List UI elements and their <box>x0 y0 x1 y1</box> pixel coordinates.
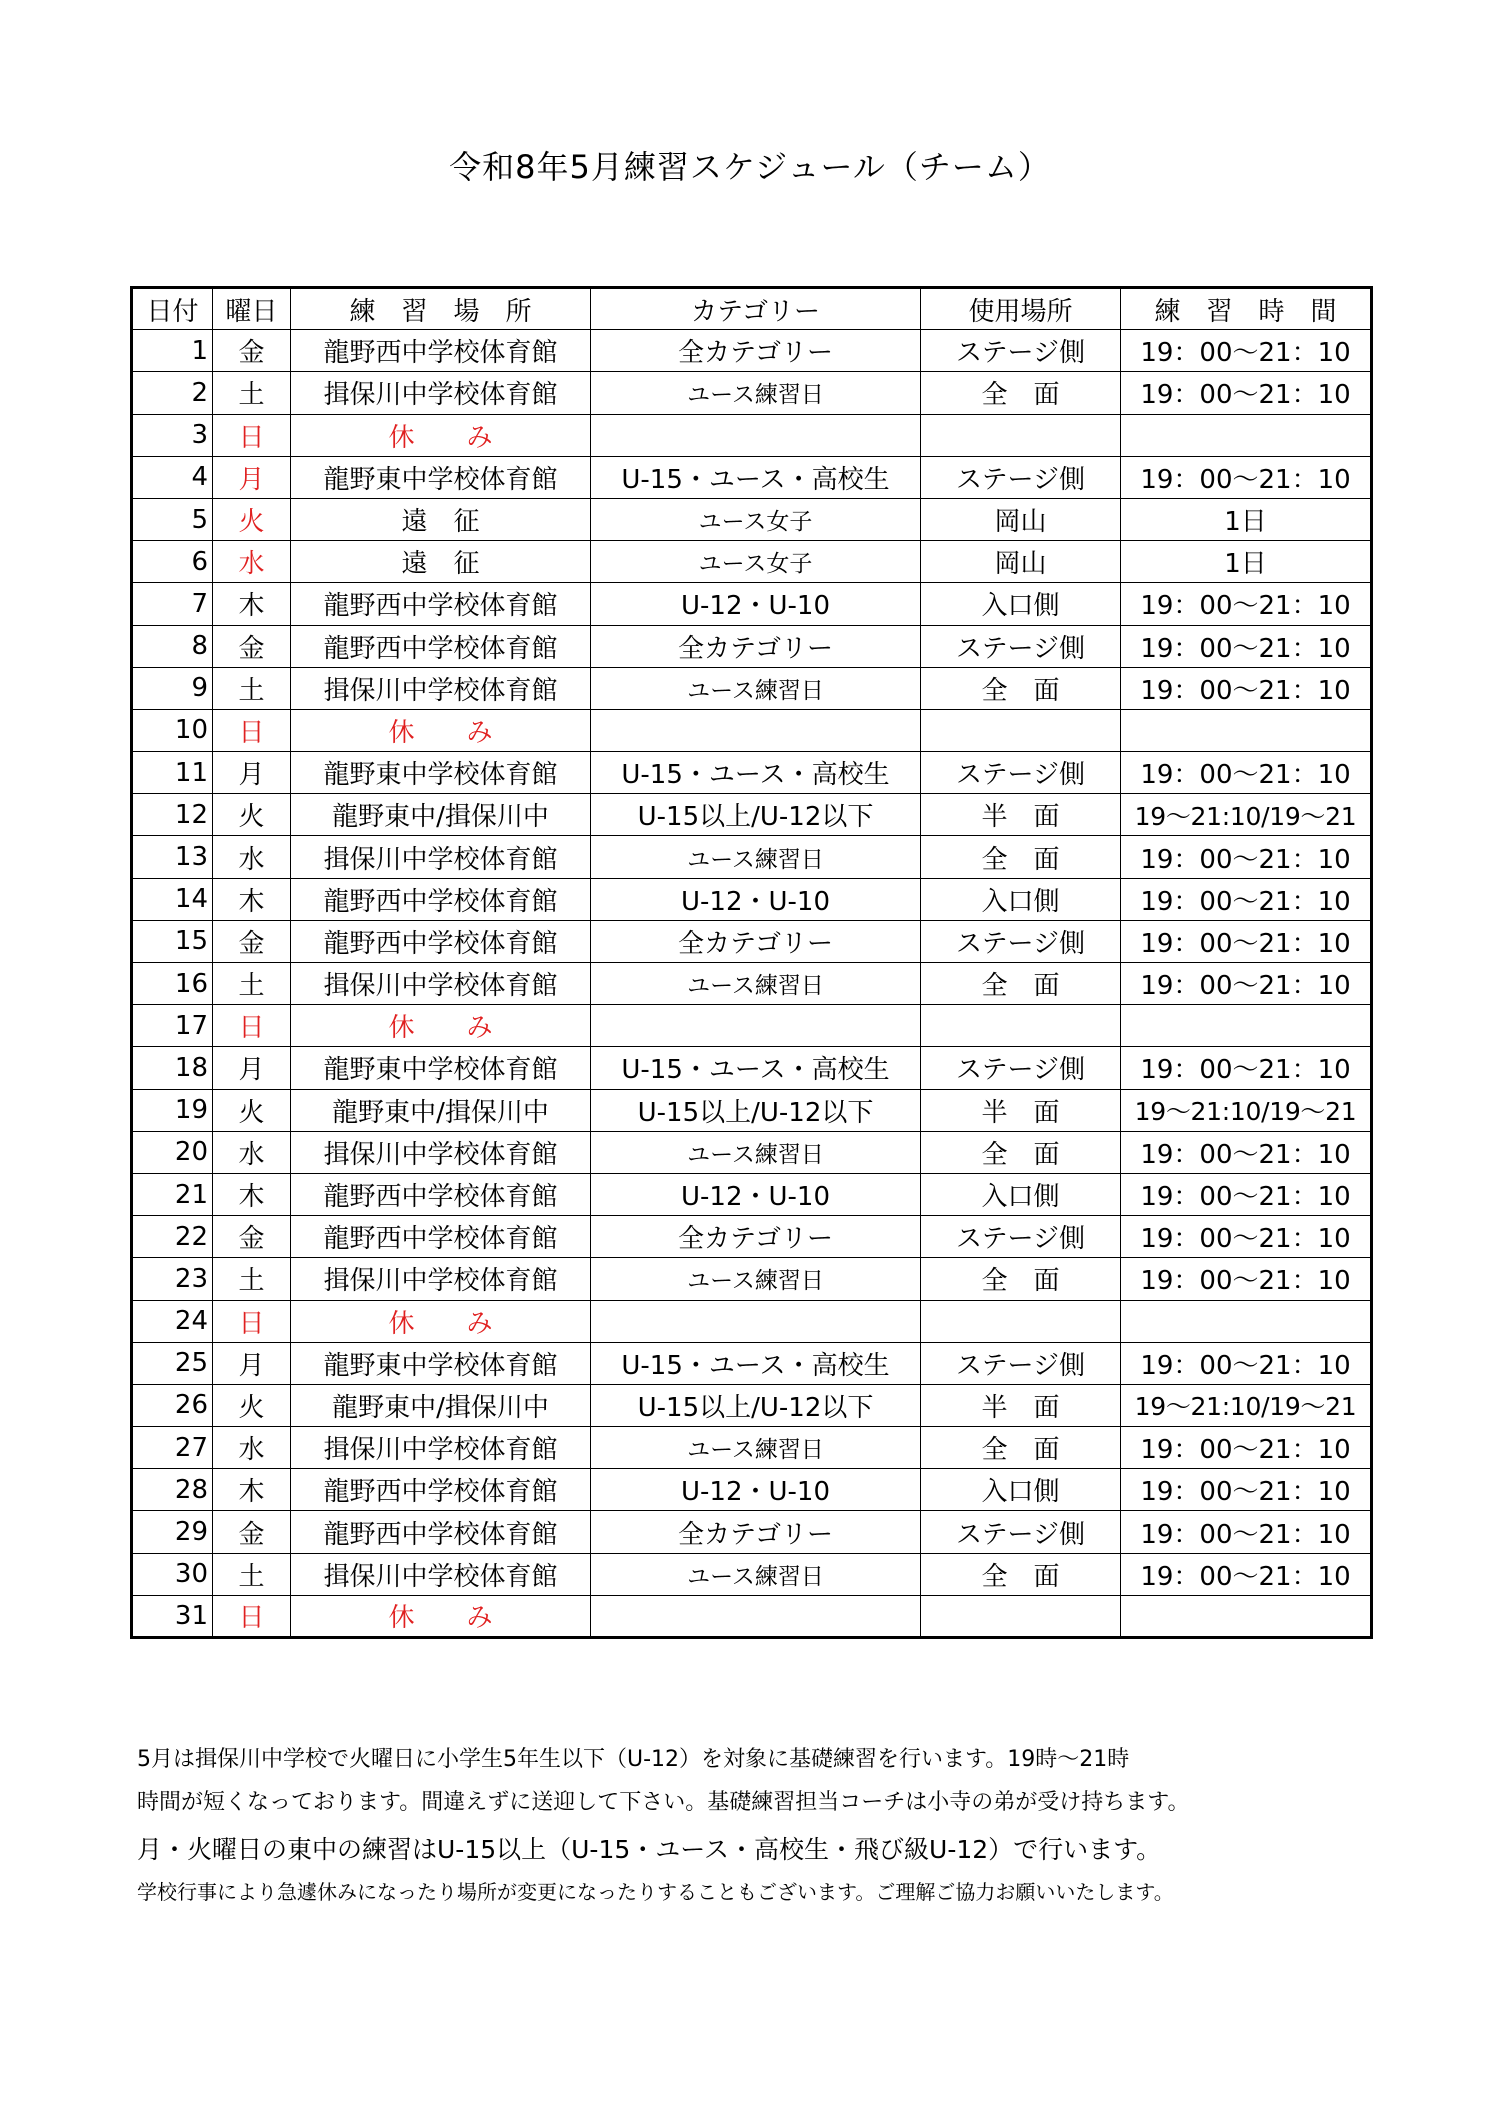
table-row <box>132 1300 1372 1342</box>
day-cell: 水 <box>213 541 291 583</box>
date-cell: 1 <box>132 330 213 372</box>
schedule-body <box>132 330 1372 1638</box>
date-cell: 2 <box>132 372 213 414</box>
area-cell: 全 面 <box>921 1258 1121 1300</box>
place-cell: 龍野西中学校体育館 <box>291 1216 591 1258</box>
date-cell: 22 <box>132 1216 213 1258</box>
category-cell <box>591 1595 921 1637</box>
header-place: 練 習 場 所 <box>291 288 591 330</box>
table-row <box>132 1469 1372 1511</box>
time-cell: 19：00～21：10 <box>1121 667 1372 709</box>
area-cell: 半 面 <box>921 794 1121 836</box>
place-cell: 龍野西中学校体育館 <box>291 920 591 962</box>
time-cell <box>1121 414 1372 456</box>
date-cell: 29 <box>132 1511 213 1553</box>
place-cell: 龍野東中学校体育館 <box>291 1047 591 1089</box>
table-row <box>132 878 1372 920</box>
day-cell: 金 <box>213 330 291 372</box>
day-cell: 月 <box>213 1342 291 1384</box>
table-header-row <box>132 288 1372 330</box>
area-cell: 岡山 <box>921 541 1121 583</box>
table-row <box>132 372 1372 414</box>
time-cell: 19：00～21：10 <box>1121 752 1372 794</box>
table-row <box>132 625 1372 667</box>
day-cell: 水 <box>213 1427 291 1469</box>
place-cell: 揖保川中学校体育館 <box>291 1553 591 1595</box>
place-cell: 龍野東中学校体育館 <box>291 456 591 498</box>
note-line: 月・火曜日の東中の練習はU-15以上（U-15・ユース・高校生・飛び級U-12）で行います。 <box>137 1835 1162 1864</box>
time-cell: 19：00～21：10 <box>1121 1469 1372 1511</box>
time-cell: 19：00～21：10 <box>1121 456 1372 498</box>
day-cell: 日 <box>213 1005 291 1047</box>
date-cell: 24 <box>132 1300 213 1342</box>
category-cell: ユース練習日 <box>591 1131 921 1173</box>
date-cell: 5 <box>132 498 213 540</box>
page-title: 令和8年5月練習スケジュール（チーム） <box>449 148 1051 186</box>
time-cell: 19：00～21：10 <box>1121 1427 1372 1469</box>
area-cell: 入口側 <box>921 583 1121 625</box>
time-cell: 19：00～21：10 <box>1121 372 1372 414</box>
table-row <box>132 1595 1372 1637</box>
category-cell: U-12・U-10 <box>591 1469 921 1511</box>
day-cell: 火 <box>213 498 291 540</box>
area-cell <box>921 1005 1121 1047</box>
date-cell: 31 <box>132 1595 213 1637</box>
table-row <box>132 709 1372 751</box>
date-cell: 9 <box>132 667 213 709</box>
table-row <box>132 1342 1372 1384</box>
category-cell <box>591 1300 921 1342</box>
place-cell: 龍野東中/揖保川中 <box>291 1089 591 1131</box>
table-row <box>132 1005 1372 1047</box>
date-cell: 3 <box>132 414 213 456</box>
table-row <box>132 330 1372 372</box>
date-cell: 25 <box>132 1342 213 1384</box>
day-cell: 木 <box>213 1173 291 1215</box>
time-cell: 19：00～21：10 <box>1121 1047 1372 1089</box>
date-cell: 16 <box>132 963 213 1005</box>
day-cell: 月 <box>213 752 291 794</box>
place-cell: 龍野東中学校体育館 <box>291 752 591 794</box>
date-cell: 21 <box>132 1173 213 1215</box>
time-cell: 19：00～21：10 <box>1121 625 1372 667</box>
area-cell: 全 面 <box>921 836 1121 878</box>
date-cell: 28 <box>132 1469 213 1511</box>
table-row <box>132 1216 1372 1258</box>
table-row <box>132 1427 1372 1469</box>
table-row <box>132 1089 1372 1131</box>
category-cell: U-12・U-10 <box>591 1173 921 1215</box>
table-row <box>132 1553 1372 1595</box>
place-cell: 龍野西中学校体育館 <box>291 1469 591 1511</box>
category-cell: U-15以上/U-12以下 <box>591 1089 921 1131</box>
place-cell: 龍野東中/揖保川中 <box>291 794 591 836</box>
place-cell: 揖保川中学校体育館 <box>291 963 591 1005</box>
day-cell: 日 <box>213 1300 291 1342</box>
category-cell: 全カテゴリー <box>591 625 921 667</box>
date-cell: 11 <box>132 752 213 794</box>
category-cell <box>591 709 921 751</box>
place-cell: 龍野西中学校体育館 <box>291 330 591 372</box>
date-cell: 30 <box>132 1553 213 1595</box>
time-cell: 19：00～21：10 <box>1121 878 1372 920</box>
day-cell: 日 <box>213 709 291 751</box>
schedule-table <box>130 286 1373 1639</box>
area-cell: ステージ側 <box>921 1047 1121 1089</box>
area-cell: 半 面 <box>921 1089 1121 1131</box>
area-cell: 全 面 <box>921 372 1121 414</box>
area-cell: ステージ側 <box>921 752 1121 794</box>
time-cell: 19：00～21：10 <box>1121 1342 1372 1384</box>
place-cell: 休 み <box>291 1005 591 1047</box>
category-cell: U-15以上/U-12以下 <box>591 1384 921 1426</box>
category-cell: ユース練習日 <box>591 963 921 1005</box>
day-cell: 土 <box>213 372 291 414</box>
time-cell: 19：00～21：10 <box>1121 1258 1372 1300</box>
table-row <box>132 1131 1372 1173</box>
date-cell: 15 <box>132 920 213 962</box>
notes-section <box>137 1742 1397 1912</box>
category-cell: ユース女子 <box>591 541 921 583</box>
day-cell: 金 <box>213 625 291 667</box>
place-cell: 遠 征 <box>291 498 591 540</box>
place-cell: 休 み <box>291 709 591 751</box>
area-cell: 岡山 <box>921 498 1121 540</box>
category-cell: U-15・ユース・高校生 <box>591 456 921 498</box>
category-cell <box>591 414 921 456</box>
time-cell <box>1121 1595 1372 1637</box>
area-cell <box>921 1595 1121 1637</box>
time-cell: 19：00～21：10 <box>1121 836 1372 878</box>
note-line: 5月は揖保川中学校で火曜日に小学生5年生以下（U-12）を対象に基礎練習を行います。19時～21時 <box>137 1747 1130 1772</box>
table-row <box>132 1173 1372 1215</box>
category-cell: ユース練習日 <box>591 836 921 878</box>
table-row <box>132 583 1372 625</box>
area-cell: 入口側 <box>921 1173 1121 1215</box>
place-cell: 休 み <box>291 1300 591 1342</box>
place-cell: 揖保川中学校体育館 <box>291 1427 591 1469</box>
day-cell: 金 <box>213 920 291 962</box>
place-cell: 遠 征 <box>291 541 591 583</box>
time-cell: 19～21:10/19～21 <box>1121 1089 1372 1131</box>
time-cell <box>1121 1300 1372 1342</box>
header-category: カテゴリー <box>591 288 921 330</box>
day-cell: 木 <box>213 878 291 920</box>
day-cell: 金 <box>213 1511 291 1553</box>
day-cell: 土 <box>213 1258 291 1300</box>
day-cell: 月 <box>213 1047 291 1089</box>
table-row <box>132 1258 1372 1300</box>
day-cell: 土 <box>213 667 291 709</box>
place-cell: 揖保川中学校体育館 <box>291 372 591 414</box>
category-cell: U-15以上/U-12以下 <box>591 794 921 836</box>
place-cell: 龍野西中学校体育館 <box>291 878 591 920</box>
place-cell: 揖保川中学校体育館 <box>291 836 591 878</box>
area-cell: 全 面 <box>921 1427 1121 1469</box>
day-cell: 水 <box>213 836 291 878</box>
category-cell: 全カテゴリー <box>591 920 921 962</box>
table-row <box>132 414 1372 456</box>
category-cell: ユース練習日 <box>591 667 921 709</box>
area-cell: ステージ側 <box>921 330 1121 372</box>
header-time: 練 習 時 間 <box>1121 288 1372 330</box>
header-area: 使用場所 <box>921 288 1121 330</box>
date-cell: 12 <box>132 794 213 836</box>
place-cell: 龍野東中/揖保川中 <box>291 1384 591 1426</box>
table-row <box>132 963 1372 1005</box>
area-cell <box>921 1300 1121 1342</box>
category-cell: ユース練習日 <box>591 372 921 414</box>
day-cell: 金 <box>213 1216 291 1258</box>
area-cell: ステージ側 <box>921 1216 1121 1258</box>
area-cell: ステージ側 <box>921 625 1121 667</box>
area-cell: 全 面 <box>921 1131 1121 1173</box>
date-cell: 4 <box>132 456 213 498</box>
time-cell: 1日 <box>1121 498 1372 540</box>
category-cell: U-15・ユース・高校生 <box>591 752 921 794</box>
day-cell: 火 <box>213 1384 291 1426</box>
date-cell: 23 <box>132 1258 213 1300</box>
table-row <box>132 920 1372 962</box>
date-cell: 27 <box>132 1427 213 1469</box>
category-cell: U-15・ユース・高校生 <box>591 1047 921 1089</box>
time-cell <box>1121 709 1372 751</box>
date-cell: 18 <box>132 1047 213 1089</box>
category-cell: 全カテゴリー <box>591 1511 921 1553</box>
area-cell: 全 面 <box>921 667 1121 709</box>
header-date: 日付 <box>132 288 213 330</box>
time-cell: 1日 <box>1121 541 1372 583</box>
time-cell: 19：00～21：10 <box>1121 330 1372 372</box>
place-cell: 揖保川中学校体育館 <box>291 667 591 709</box>
place-cell: 龍野西中学校体育館 <box>291 1511 591 1553</box>
date-cell: 10 <box>132 709 213 751</box>
area-cell: 全 面 <box>921 1553 1121 1595</box>
day-cell: 日 <box>213 414 291 456</box>
place-cell: 揖保川中学校体育館 <box>291 1131 591 1173</box>
table-row <box>132 836 1372 878</box>
category-cell: ユース練習日 <box>591 1427 921 1469</box>
category-cell: U-12・U-10 <box>591 878 921 920</box>
place-cell: 龍野西中学校体育館 <box>291 583 591 625</box>
date-cell: 8 <box>132 625 213 667</box>
day-cell: 土 <box>213 1553 291 1595</box>
note-line: 時間が短くなっております。間違えずに送迎して下さい。基礎練習担当コーチは小寺の弟が受け持ちます。 <box>137 1790 1190 1815</box>
time-cell: 19：00～21：10 <box>1121 920 1372 962</box>
date-cell: 26 <box>132 1384 213 1426</box>
area-cell: ステージ側 <box>921 1342 1121 1384</box>
time-cell <box>1121 1005 1372 1047</box>
note-line: 学校行事により急遽休みになったり場所が変更になったりすることもございます。ご理解ご協力お願いいたします。 <box>137 1880 1174 1904</box>
table-row <box>132 1511 1372 1553</box>
day-cell: 月 <box>213 456 291 498</box>
table-row <box>132 1047 1372 1089</box>
day-cell: 日 <box>213 1595 291 1637</box>
area-cell <box>921 709 1121 751</box>
place-cell: 休 み <box>291 1595 591 1637</box>
day-cell: 木 <box>213 1469 291 1511</box>
time-cell: 19：00～21：10 <box>1121 1131 1372 1173</box>
date-cell: 19 <box>132 1089 213 1131</box>
category-cell: U-15・ユース・高校生 <box>591 1342 921 1384</box>
day-cell: 木 <box>213 583 291 625</box>
date-cell: 13 <box>132 836 213 878</box>
area-cell: 入口側 <box>921 1469 1121 1511</box>
place-cell: 龍野西中学校体育館 <box>291 625 591 667</box>
area-cell: 全 面 <box>921 963 1121 1005</box>
area-cell <box>921 414 1121 456</box>
time-cell: 19～21:10/19～21 <box>1121 794 1372 836</box>
category-cell: 全カテゴリー <box>591 330 921 372</box>
table-row <box>132 1384 1372 1426</box>
day-cell: 水 <box>213 1131 291 1173</box>
date-cell: 14 <box>132 878 213 920</box>
time-cell: 19：00～21：10 <box>1121 1173 1372 1215</box>
table-row <box>132 456 1372 498</box>
category-cell: U-12・U-10 <box>591 583 921 625</box>
place-cell: 揖保川中学校体育館 <box>291 1258 591 1300</box>
day-cell: 火 <box>213 794 291 836</box>
date-cell: 17 <box>132 1005 213 1047</box>
table-row <box>132 794 1372 836</box>
time-cell: 19：00～21：10 <box>1121 963 1372 1005</box>
category-cell: ユース練習日 <box>591 1553 921 1595</box>
area-cell: ステージ側 <box>921 920 1121 962</box>
place-cell: 龍野西中学校体育館 <box>291 1173 591 1215</box>
category-cell: 全カテゴリー <box>591 1216 921 1258</box>
time-cell: 19：00～21：10 <box>1121 1216 1372 1258</box>
table-row <box>132 752 1372 794</box>
area-cell: 入口側 <box>921 878 1121 920</box>
date-cell: 7 <box>132 583 213 625</box>
category-cell <box>591 1005 921 1047</box>
date-cell: 6 <box>132 541 213 583</box>
day-cell: 火 <box>213 1089 291 1131</box>
place-cell: 龍野東中学校体育館 <box>291 1342 591 1384</box>
category-cell: ユース練習日 <box>591 1258 921 1300</box>
time-cell: 19：00～21：10 <box>1121 1553 1372 1595</box>
table-row <box>132 498 1372 540</box>
time-cell: 19：00～21：10 <box>1121 583 1372 625</box>
place-cell: 休 み <box>291 414 591 456</box>
time-cell: 19：00～21：10 <box>1121 1511 1372 1553</box>
date-cell: 20 <box>132 1131 213 1173</box>
day-cell: 土 <box>213 963 291 1005</box>
time-cell: 19～21:10/19～21 <box>1121 1384 1372 1426</box>
area-cell: ステージ側 <box>921 1511 1121 1553</box>
header-day: 曜日 <box>213 288 291 330</box>
area-cell: ステージ側 <box>921 456 1121 498</box>
table-row <box>132 667 1372 709</box>
category-cell: ユース女子 <box>591 498 921 540</box>
table-row <box>132 541 1372 583</box>
area-cell: 半 面 <box>921 1384 1121 1426</box>
